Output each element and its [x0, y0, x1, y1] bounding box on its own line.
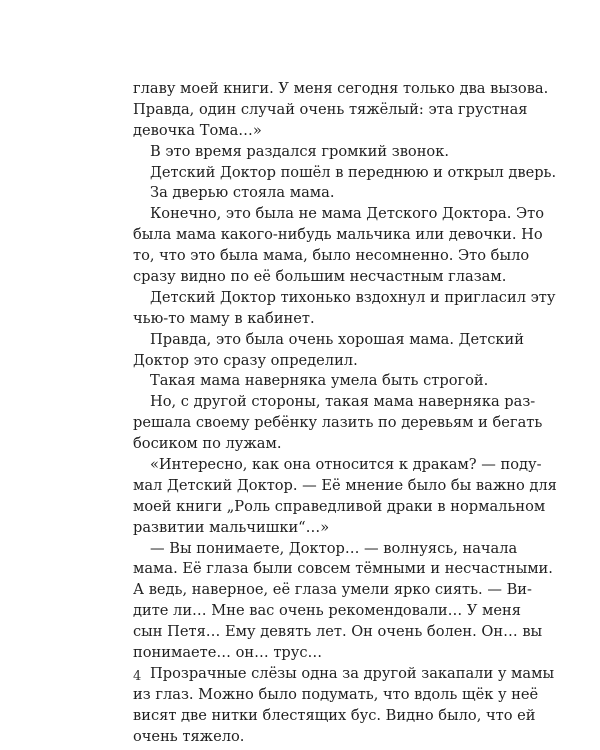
- text-line: сын Петя… Ему девять лет. Он очень болен. Он… вы: [133, 623, 543, 641]
- text-line: понимаете… он… трус…: [133, 644, 323, 662]
- text-line: решала своему ребёнку лазить по деревьям и бегать: [133, 414, 543, 432]
- text-line: мама. Её глаза были совсем тёмными и несчастными.: [133, 560, 553, 578]
- text-line: девочка Тома…»: [133, 121, 262, 139]
- text-line: мал Детский Доктор. — Её мнение было бы важно для: [133, 476, 557, 494]
- text-line: Доктор это сразу определил.: [133, 351, 358, 369]
- text-line: А ведь, наверное, её глаза умели ярко сиять. — Ви-: [133, 581, 532, 599]
- text-line: сразу видно по её большим несчастным глазам.: [133, 268, 507, 286]
- text-line: Конечно, это была не мама Детского Доктора. Это: [150, 205, 545, 223]
- text-line: Правда, один случай очень тяжёлый: эта грустная: [133, 100, 528, 118]
- text-line: Но, с другой стороны, такая мама наверняка раз-: [150, 393, 536, 411]
- text-line: босиком по лужам.: [133, 435, 282, 453]
- text-line: Детский Доктор тихонько вздохнул и пригласил эту: [150, 288, 556, 306]
- text-line: — Вы понимаете, Доктор… — волнуясь, начала: [150, 539, 518, 557]
- text-line: чью-то маму в кабинет.: [133, 309, 315, 327]
- text-line: из глаз. Можно было подумать, что вдоль щёк у неё: [133, 685, 539, 703]
- text-line: В это время раздался громкий звонок.: [150, 142, 449, 160]
- text-line: дите ли… Мне вас очень рекомендовали… У меня: [133, 602, 521, 620]
- text-line: За дверью стояла мама.: [150, 184, 335, 202]
- text-line: то, что это была мама, было несомненно. Это было: [133, 247, 530, 265]
- text-line: Прозрачные слёзы одна за другой закапали у мамы: [150, 664, 555, 682]
- text-line: Детский Доктор пошёл в переднюю и открыл дверь.: [150, 163, 557, 181]
- text-line: очень тяжело.: [133, 727, 245, 745]
- text-line: Такая мама наверняка умела быть строгой.: [150, 372, 489, 390]
- text-line: висят две нитки блестящих бус. Видно было, что ей: [133, 706, 536, 724]
- text-line: «Интересно, как она относится к дракам? — поду-: [150, 456, 542, 474]
- text-line: моей книги „Роль справедливой драки в нормальном: [133, 497, 546, 515]
- text-line: главу моей книги. У меня сегодня только два вызова.: [133, 80, 549, 97]
- page-number: 4: [133, 669, 142, 684]
- text-line: была мама какого-нибудь мальчика или девочки. Но: [133, 226, 543, 244]
- text-line: развитии мальчишки“…»: [133, 518, 330, 536]
- body-text: [133, 79, 557, 748]
- text-line: Правда, это была очень хорошая мама. Детский: [150, 330, 524, 348]
